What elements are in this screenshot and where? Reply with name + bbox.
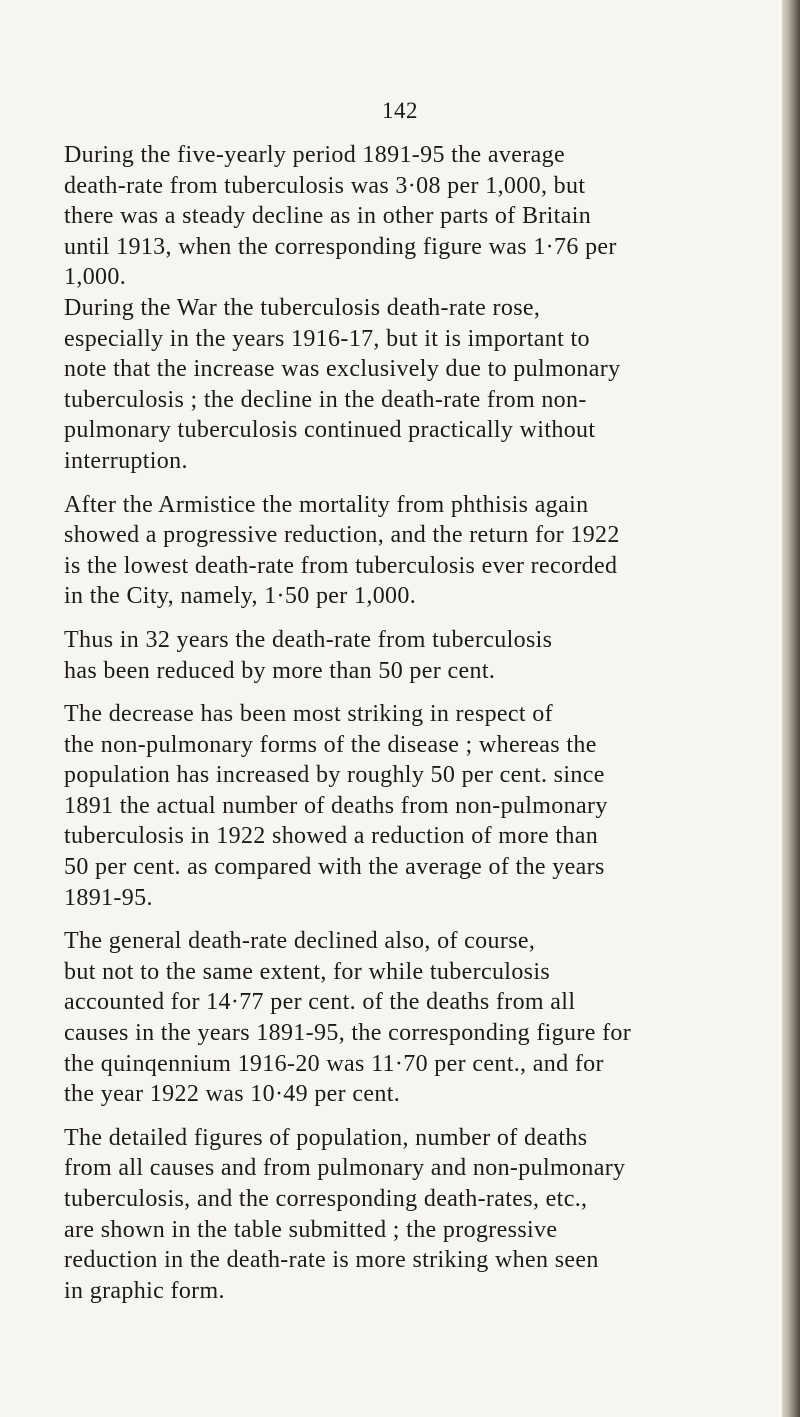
text-line: is the lowest death-rate from tuberculosis ever recorded (64, 552, 618, 579)
text-line: the year 1922 was 10·49 per cent. (64, 1081, 401, 1108)
text-line: During the five-yearly period 1891-95 the average (64, 142, 565, 168)
text-line: showed a progressive reduction, and the return for 1922 (64, 522, 620, 549)
text-line: accounted for 14·77 per cent. of the deaths from all (64, 989, 576, 1016)
text-line: from all causes and from pulmonary and non-pulmonary (64, 1155, 626, 1182)
paragraph-6 (64, 926, 722, 1110)
text-line: in graphic form. (64, 1277, 225, 1304)
body-text (64, 140, 722, 1306)
text-line: in the City, namely, 1·50 per 1,000. (64, 583, 417, 610)
text-line: are shown in the table submitted ; the progressive (64, 1216, 558, 1243)
text-line: reduction in the death-rate is more striking when seen (64, 1247, 599, 1274)
text-line: causes in the years 1891-95, the corresponding figure for (64, 1020, 632, 1047)
page-edge-shadow (782, 0, 800, 1417)
text-line: has been reduced by more than 50 per cent. (64, 657, 496, 684)
text-line: 50 per cent. as compared with the average of the years (64, 854, 605, 881)
text-line: tuberculosis ; the decline in the death-rate from non- (64, 386, 587, 413)
text-line: but not to the same extent, for while tuberculosis (64, 958, 551, 985)
page-number: 142 (382, 98, 418, 123)
text-line: interruption. (64, 447, 188, 474)
text-line: until 1913, when the corresponding figure was 1·76 per (64, 233, 617, 260)
text-line: 1,000. (64, 264, 127, 291)
text-line: there was a steady decline as in other parts of Britain (64, 203, 592, 230)
paragraph-3 (64, 490, 722, 612)
paragraph-7 (64, 1123, 722, 1307)
text-line: The general death-rate declined also, of course, (64, 928, 536, 955)
paragraph-5 (64, 699, 722, 913)
text-line: the non-pulmonary forms of the disease ; whereas the (64, 731, 597, 758)
text-line: 1891-95. (64, 884, 153, 911)
paragraph-2 (64, 293, 722, 477)
text-line: The detailed figures of population, number of deaths (64, 1124, 588, 1151)
text-line: The decrease has been most striking in respect of (64, 701, 553, 728)
text-line: After the Armistice the mortality from phthisis again (64, 491, 589, 518)
text-line: tuberculosis in 1922 showed a reduction of more than (64, 823, 599, 850)
paragraph-4 (64, 625, 722, 686)
text-line: the quinqennium 1916-20 was 11·70 per cent., and for (64, 1050, 604, 1077)
text-line: Thus in 32 years the death-rate from tuberculosis (64, 626, 553, 653)
text-line: 1891 the actual number of deaths from non-pulmonary (64, 792, 608, 819)
text-line: During the War the tuberculosis death-rate rose, (64, 294, 541, 321)
text-line: note that the increase was exclusively due to pulmonary (64, 356, 621, 383)
text-line: tuberculosis, and the corresponding death-rates, etc., (64, 1186, 588, 1212)
text-line: especially in the years 1916-17, but it is important to (64, 325, 590, 352)
text-line: pulmonary tuberculosis continued practically without (64, 417, 596, 444)
paragraph-1 (64, 140, 722, 293)
text-line: death-rate from tuberculosis was 3·08 per 1,000, but (64, 172, 586, 199)
text-line: population has increased by roughly 50 per cent. since (64, 762, 605, 789)
